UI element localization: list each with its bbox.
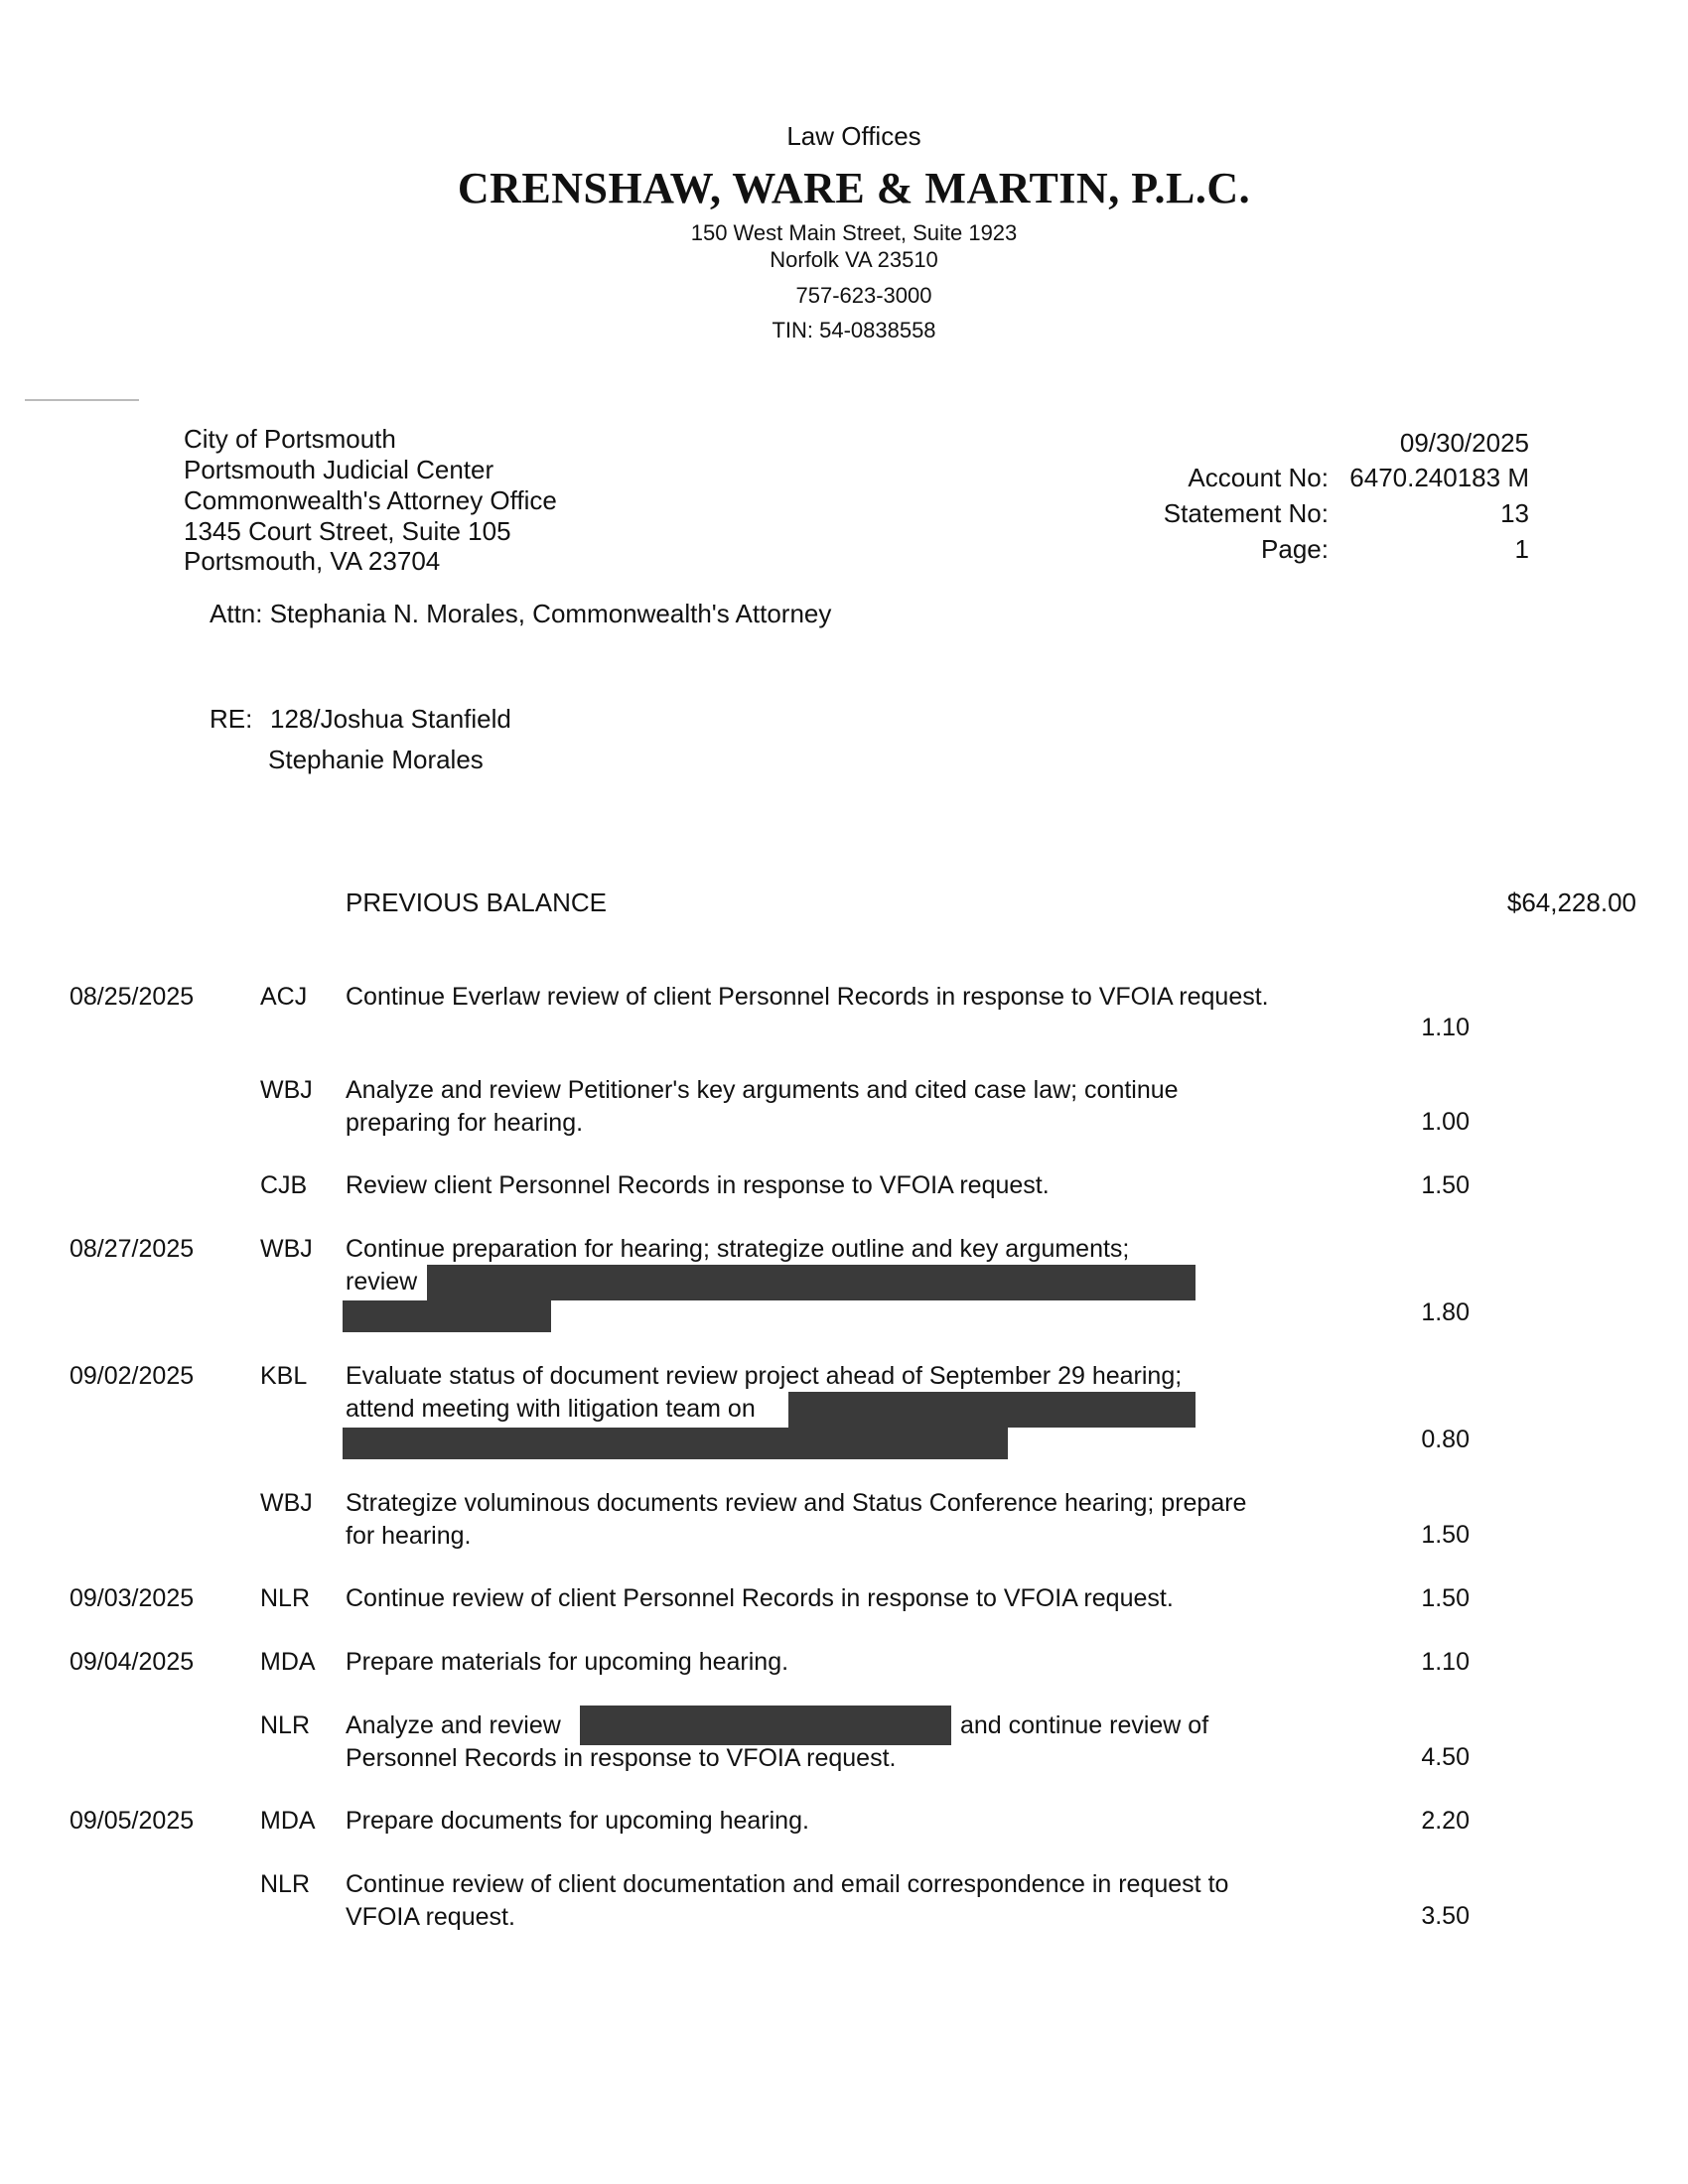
redaction-bar <box>343 1300 551 1332</box>
entry-initials: ACJ <box>260 983 308 1011</box>
entry-date: 09/03/2025 <box>70 1584 195 1612</box>
entry-initials: WBJ <box>260 1489 313 1517</box>
re-label: RE: <box>210 704 253 734</box>
entry-description: Prepare documents for upcoming hearing. <box>346 1807 809 1835</box>
entry-description-line2: attend meeting with litigation team on <box>346 1395 756 1423</box>
client-line2: Portsmouth Judicial Center <box>184 455 494 484</box>
entry-description-line2: Personnel Records in response to VFOIA request. <box>346 1744 897 1772</box>
entry-initials: KBL <box>260 1362 308 1390</box>
client-line5: Portsmouth, VA 23704 <box>184 546 441 576</box>
firm-phone: 757-623-3000 <box>795 283 932 308</box>
entry-description: Continue review of client Personnel Records in response to VFOIA request. <box>346 1584 1174 1612</box>
entry-hours: 1.10 <box>1421 1648 1470 1676</box>
entry-initials: NLR <box>260 1711 311 1739</box>
entry-description-line2: review <box>346 1268 418 1296</box>
entry-hours: 2.20 <box>1421 1807 1470 1835</box>
firm-tin: TIN: 54-0838558 <box>772 318 936 342</box>
entry-initials: WBJ <box>260 1076 313 1104</box>
entry-date: 09/04/2025 <box>70 1648 195 1676</box>
statement-label: Statement No: <box>1163 498 1329 528</box>
redaction-bar <box>427 1265 1196 1300</box>
redaction-bar <box>343 1428 1008 1459</box>
re-contact: Stephanie Morales <box>268 745 484 774</box>
entry-hours: 1.10 <box>1421 1014 1470 1041</box>
entry-description-line1a: Analyze and review <box>346 1711 561 1739</box>
entry-initials: NLR <box>260 1584 311 1612</box>
previous-balance-amount: $64,228.00 <box>1506 887 1636 917</box>
previous-balance-label: PREVIOUS BALANCE <box>346 887 607 917</box>
page-label: Page: <box>1261 534 1329 564</box>
redaction-bar <box>580 1706 951 1745</box>
re-matter: 128/Joshua Stanfield <box>270 704 511 734</box>
firm-name: CRENSHAW, WARE & MARTIN, P.L.C. <box>457 164 1251 212</box>
client-line4: 1345 Court Street, Suite 105 <box>184 516 511 546</box>
entry-hours: 1.80 <box>1421 1298 1470 1326</box>
scan-mark <box>25 399 139 401</box>
client-line3: Commonwealth's Attorney Office <box>184 485 557 515</box>
firm-address-line2: Norfolk VA 23510 <box>770 247 938 272</box>
entry-description-line1: Continue preparation for hearing; strategize outline and key arguments; <box>346 1235 1130 1263</box>
entry-description: Continue Everlaw review of client Personnel Records in response to VFOIA request. <box>346 983 1269 1011</box>
entry-hours: 4.50 <box>1421 1743 1470 1771</box>
entry-initials: CJB <box>260 1171 308 1199</box>
header-subtitle: Law Offices <box>786 121 921 151</box>
entry-description: Strategize voluminous documents review and Status Conference hearing; prepare for hearing. <box>346 1489 1247 1550</box>
account-number: 6470.240183 M <box>1349 463 1529 492</box>
entry-initials: WBJ <box>260 1235 313 1263</box>
entry-hours: 1.50 <box>1421 1584 1470 1612</box>
entry-description: Review client Personnel Records in response to VFOIA request. <box>346 1171 1050 1199</box>
statement-number: 13 <box>1500 498 1529 528</box>
entry-description-line1: Evaluate status of document review project ahead of September 29 hearing; <box>346 1362 1183 1390</box>
entry-initials: MDA <box>260 1648 316 1676</box>
entry-description: Analyze and review Petitioner's key arguments and cited case law; continue preparing for hearing. <box>346 1076 1179 1137</box>
entry-description: Prepare materials for upcoming hearing. <box>346 1648 789 1676</box>
entry-date: 08/25/2025 <box>70 983 195 1011</box>
entry-hours: 0.80 <box>1421 1426 1470 1453</box>
attention-line: Attn: Stephania N. Morales, Commonwealth's Attorney <box>210 599 832 628</box>
entry-hours: 1.50 <box>1421 1521 1470 1549</box>
firm-address-line1: 150 West Main Street, Suite 1923 <box>690 220 1018 245</box>
entry-hours: 1.50 <box>1421 1171 1470 1199</box>
entry-hours: 3.50 <box>1421 1902 1470 1930</box>
redaction-bar <box>788 1392 1196 1428</box>
entry-description: Continue review of client documentation and email correspondence in request to VFOIA request. <box>346 1870 1229 1931</box>
page-number: 1 <box>1514 534 1529 564</box>
entry-hours: 1.00 <box>1421 1108 1470 1136</box>
entry-initials: MDA <box>260 1807 316 1835</box>
account-label: Account No: <box>1188 463 1329 492</box>
entry-date: 09/05/2025 <box>70 1807 195 1835</box>
entry-description-line1b: and continue review of <box>960 1711 1209 1739</box>
client-line1: City of Portsmouth <box>184 424 396 454</box>
entry-date: 08/27/2025 <box>70 1235 195 1263</box>
entry-date: 09/02/2025 <box>70 1362 195 1390</box>
statement-date: 09/30/2025 <box>1399 428 1529 458</box>
entry-initials: NLR <box>260 1870 311 1898</box>
